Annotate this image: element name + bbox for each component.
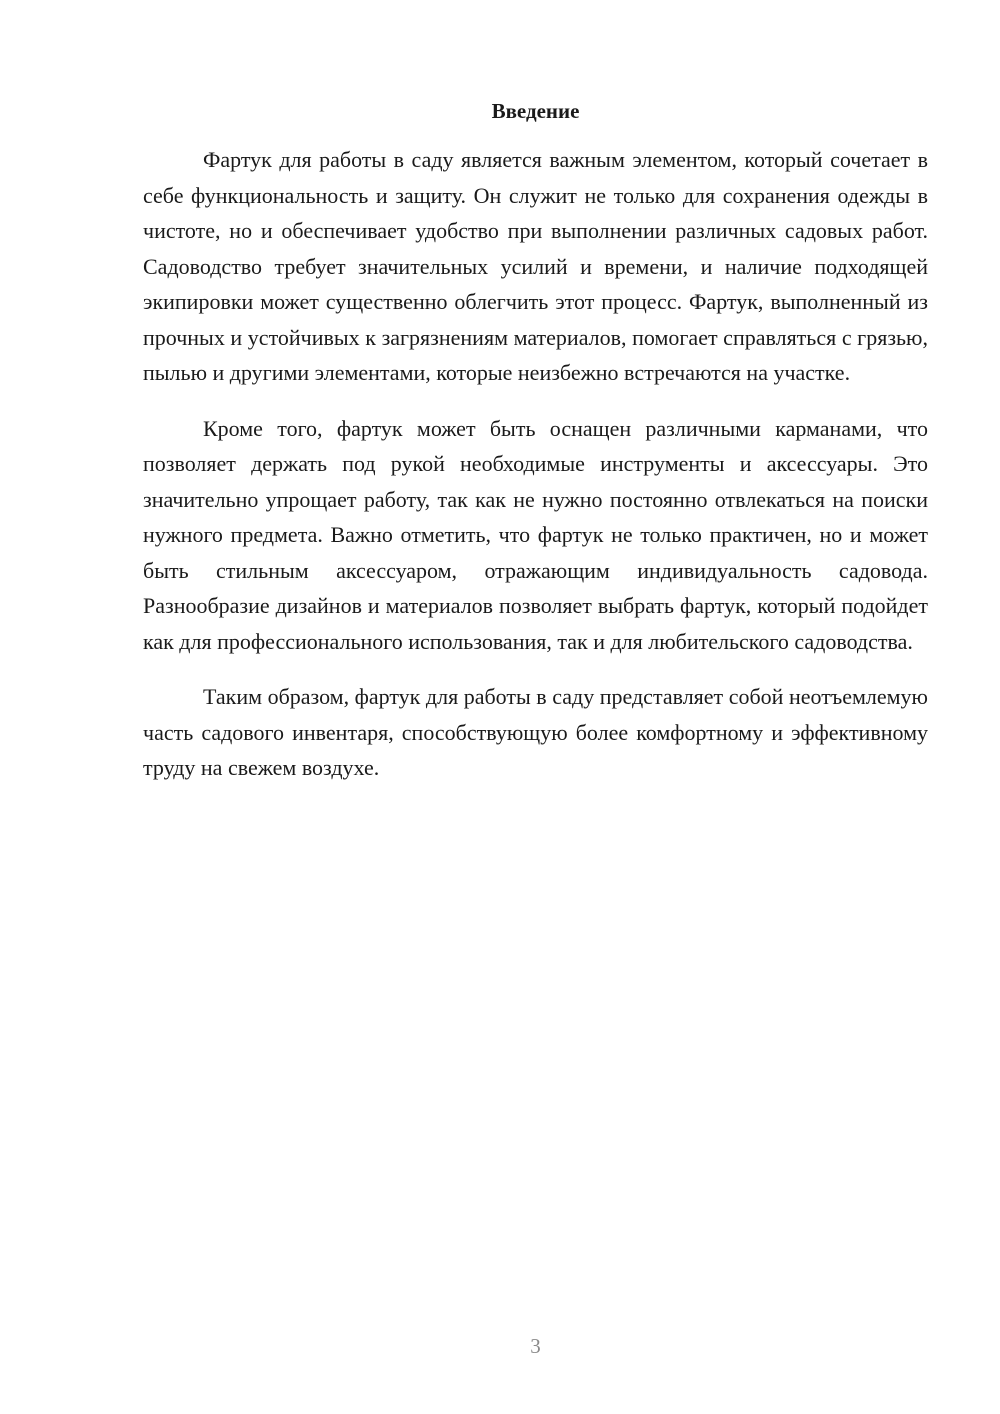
body-text [143, 142, 928, 806]
page-number: 3 [530, 1334, 541, 1358]
paragraph-3: Таким образом, фартук для работы в саду представляет собой неотъемлемую часть садового инвентаря, способствующую более комфортному и эффективному труду на свежем воздухе. [143, 684, 928, 780]
section-heading: Введение [491, 99, 580, 123]
paragraph-2: Кроме того, фартук может быть оснащен различными карманами, что позволяет держать под рукой необходимые инструменты и аксессуары. Это значительно упрощает работу, так как не нужно постоянно отвлекаться на поиски нужного предмета. Важно отметить, что фартук не только практичен, но и может быть стильным аксессуаром, отражающим индивидуальность садовода. Разнообразие дизайнов и материалов позволяет выбрать фартук, который подойдет как для профессионального использования, так и для любительского садоводства. [143, 415, 928, 654]
paragraph-1: Фартук для работы в саду является важным элементом, который сочетает в себе функциональность и защиту. Он служит не только для сохранения одежды в чистоте, но и обеспечивает удобство при выполнении различных садовых работ. Садоводство требует значительных усилий и времени, и наличие подходящей экипировки может существенно облегчить этот процесс. Фартук, выполненный из прочных и устойчивых к загрязнениям материалов, помогает справляться с грязью, пылью и другими элементами, которые неизбежно встречаются на участке. [143, 147, 928, 385]
